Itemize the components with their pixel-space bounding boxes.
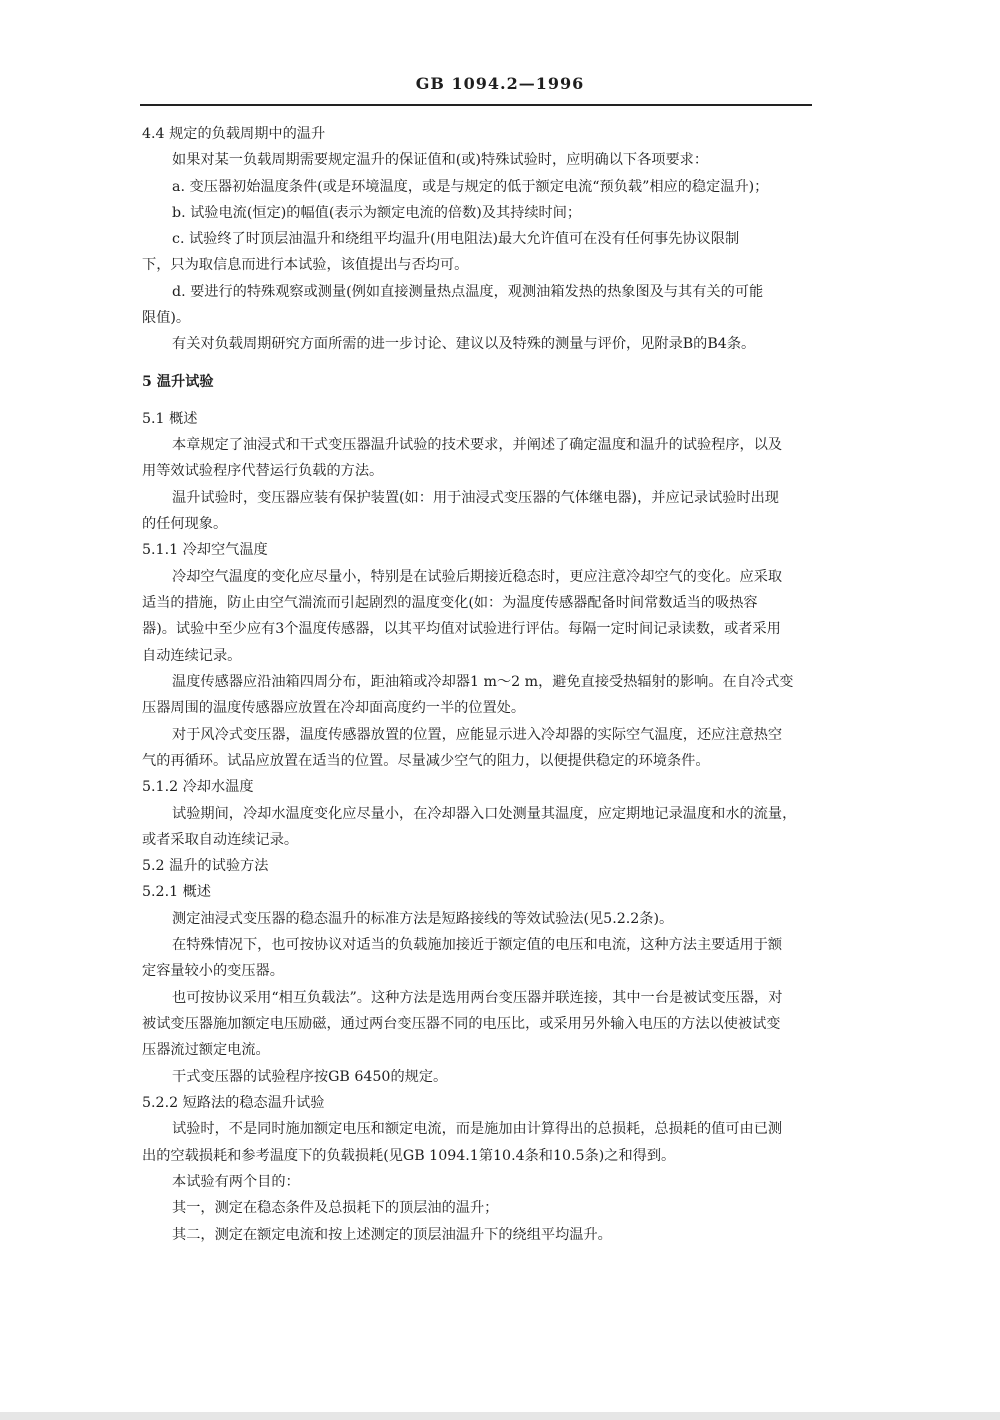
paragraph-line: 适当的措施，防止由空气湍流而引起剧烈的温度变化(如：为温度传感器配备时间常数适当的吸热容 — [142, 595, 758, 611]
paragraph-line: 温度传感器应沿油箱四周分布，距油箱或冷却器1 m～2 m，避免直接受热辐射的影响。在自冷式变 — [172, 674, 794, 690]
paragraph-line: 气的再循环。试品应放置在适当的位置。尽量减少空气的阻力，以便提供稳定的环境条件。 — [142, 753, 710, 769]
paragraph-line: 如果对某一负载周期需要规定温升的保证值和(或)特殊试验时，应明确以下各项要求： — [172, 152, 709, 168]
list-item-c-cont: 下，只为取信息而进行本试验，该值提出与否均可。 — [142, 257, 469, 273]
paragraph-line: 压器周围的温度传感器应放置在冷却面高度约一半的位置处。 — [142, 700, 526, 716]
section-5-heading: 5 温升试验 — [142, 374, 214, 390]
section-5-1-2-heading: 5.1.2 冷却水温度 — [142, 779, 254, 795]
list-item-d-cont: 限值)。 — [142, 310, 191, 326]
header-rule — [140, 104, 812, 106]
paragraph-line: 或者采取自动连续记录。 — [142, 832, 299, 848]
list-item-d: d. 要进行的特殊观察或测量(例如直接测量热点温度，观测油箱发热的热象图及与其有关的可能 — [172, 284, 764, 300]
section-5-2-1-heading: 5.2.1 概述 — [142, 884, 211, 900]
paragraph-line: 冷却空气温度的变化应尽量小，特别是在试验后期接近稳态时，更应注意冷却空气的变化。应采取 — [172, 569, 783, 585]
paragraph-line: 定容量较小的变压器。 — [142, 963, 284, 979]
paragraph-line: 测定油浸式变压器的稳态温升的标准方法是短路接线的等效试验法(见5.2.2条)。 — [172, 911, 674, 927]
paragraph-line: 压器流过额定电流。 — [142, 1042, 270, 1058]
paragraph-line: 也可按协议采用“相互负载法”。这种方法是选用两台变压器并联连接，其中一台是被试变压器，对 — [172, 990, 783, 1006]
section-5-1-1-heading: 5.1.1 冷却空气温度 — [142, 542, 268, 558]
paragraph-line: 自动连续记录。 — [142, 648, 242, 664]
section-5-2-2-heading: 5.2.2 短路法的稳态温升试验 — [142, 1095, 325, 1111]
paragraph-line: 试验时，不是同时施加额定电压和额定电流，而是施加由计算得出的总损耗，总损耗的值可由已测 — [172, 1121, 783, 1137]
paragraph-line: 用等效试验程序代替运行负载的方法。 — [142, 463, 384, 479]
paragraph-line: 本章规定了油浸式和干式变压器温升试验的技术要求，并阐述了确定温度和温升的试验程序，以及 — [172, 437, 783, 453]
paragraph-line: 其二，测定在额定电流和按上述测定的顶层油温升下的绕组平均温升。 — [172, 1227, 612, 1243]
paragraph-line: 的任何现象。 — [142, 516, 228, 532]
paragraph-line: 其一，测定在稳态条件及总损耗下的顶层油的温升； — [172, 1200, 499, 1216]
list-item-b: b. 试验电流(恒定)的幅值(表示为额定电流的倍数)及其持续时间； — [172, 205, 582, 221]
paragraph-line: 干式变压器的试验程序按GB 6450的规定。 — [172, 1069, 448, 1085]
paragraph-line: 温升试验时，变压器应装有保护装置(如：用于油浸式变压器的气体继电器)，并应记录试验时出现 — [172, 490, 779, 506]
page-bottom-edge — [0, 1412, 1000, 1420]
section-5-1-heading: 5.1 概述 — [142, 411, 198, 427]
paragraph-line: 有关对负载周期研究方面所需的进一步讨论、建议以及特殊的测量与评价，见附录B的B4条。 — [172, 336, 756, 352]
paragraph-line: 器)。试验中至少应有3个温度传感器，以其平均值对试验进行评估。每隔一定时间记录读数，或者采用 — [142, 621, 781, 637]
paragraph-line: 本试验有两个目的： — [172, 1174, 300, 1190]
paragraph-line: 试验期间，冷却水温度变化应尽量小，在冷却器入口处测量其温度，应定期地记录温度和水的流量， — [172, 806, 797, 822]
paragraph-line: 在特殊情况下，也可按协议对适当的负载施加接近于额定值的电压和电流，这种方法主要适用于额 — [172, 937, 783, 953]
list-item-c: c. 试验终了时顶层油温升和绕组平均温升(用电阻法)最大允许值可在没有任何事先协议限制 — [172, 231, 740, 247]
section-5-2-heading: 5.2 温升的试验方法 — [142, 858, 269, 874]
paragraph-line: 被试变压器施加额定电压励磁，通过两台变压器不同的电压比，或采用另外输入电压的方法以使被试变 — [142, 1016, 781, 1032]
section-4-4-heading: 4.4 规定的负载周期中的温升 — [142, 126, 326, 142]
paragraph-line: 对于风冷式变压器，温度传感器放置的位置，应能显示进入冷却器的实际空气温度，还应注意热空 — [172, 727, 783, 743]
paragraph-line: 出的空载损耗和参考温度下的负载损耗(见GB 1094.1第10.4条和10.5条)之和得到。 — [142, 1148, 676, 1164]
standard-number-header: GB 1094.2—1996 — [415, 74, 585, 93]
list-item-a: a. 变压器初始温度条件(或是环境温度，或是与规定的低于额定电流“预负载”相应的稳定温升)； — [172, 179, 769, 195]
